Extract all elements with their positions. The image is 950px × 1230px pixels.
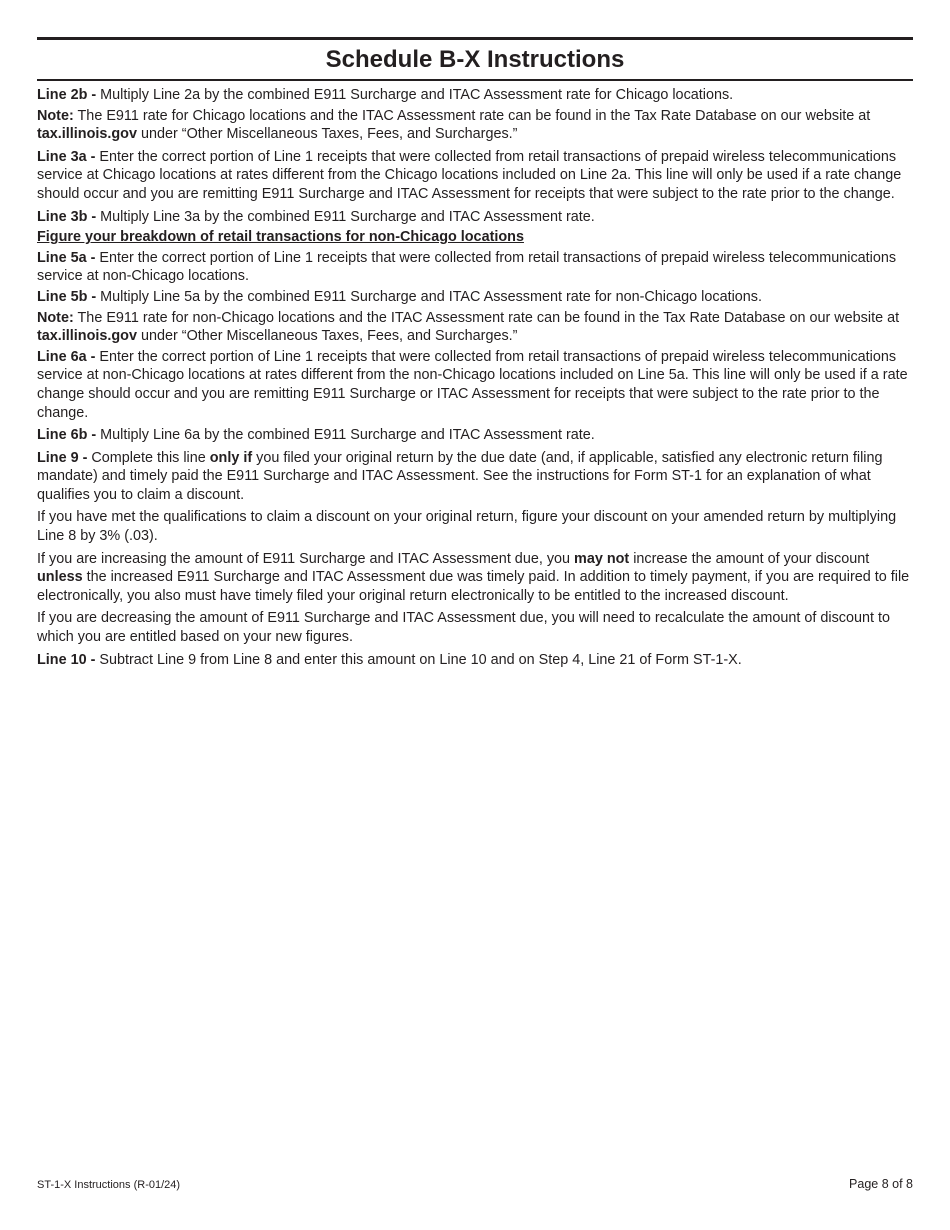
instructions-body	[37, 86, 913, 669]
note-label: Note:	[37, 107, 74, 124]
line-3a-paragraph: Line 3a - Enter the correct portion of Line 1 receipts that were collected from retail transactions of prepaid wireless telecommunications service at Chicago locations at rates different from the Chicago locations included on Line 2a. This line will only be used if a rate change should occur and you are remitting E911 Surcharge and ITAC Assessment for receipts that were subject to the rate prior to the change.	[37, 148, 902, 202]
line-label: Line 6b -	[37, 427, 97, 444]
line-label: Line 3a -	[37, 148, 96, 165]
website-link[interactable]: tax.illinois.gov	[37, 126, 137, 143]
title-rule	[37, 79, 913, 81]
line-2b-paragraph: Line 2b - Multiply Line 2a by the combined E911 Surcharge and ITAC Assessment rate for Chicago locations.	[37, 87, 734, 103]
line-label: Line 6a -	[37, 348, 96, 365]
discount-paragraph: If you have met the qualifications to claim a discount on your original return, figure your discount on your amended return by multiplying Line 8 by 3% (.03).	[37, 509, 897, 545]
increase-paragraph: If you are increasing the amount of E911 Surcharge and ITAC Assessment due, you may not increase the amount of your discount unless the increased E911 Surcharge and ITAC Assessment due was timely paid. In addition to timely payment, if you are required to file electronically, you also must have timely filed your original return electronically to be entitled to the increased discount.	[37, 550, 910, 604]
line-10-paragraph: Line 10 - Subtract Line 9 from Line 8 and enter this amount on Line 10 and on Step 4, Line 21 of Form ST-1-X.	[37, 651, 742, 668]
note-non-chicago-paragraph: Note: The E911 rate for non-Chicago locations and the ITAC Assessment rate can be found in the Tax Rate Database on our website at tax.illinois.gov under “Other Miscellaneous Taxes, Fees, and Surcharges.”	[37, 309, 900, 345]
line-6b-paragraph: Line 6b - Multiply Line 6a by the combined E911 Surcharge and ITAC Assessment rate.	[37, 427, 595, 444]
line-5a-paragraph: Line 5a - Enter the correct portion of Line 1 receipts that were collected from retail transactions of prepaid wireless telecommunications service at non-Chicago locations.	[37, 249, 897, 285]
page-title: Schedule B-X Instructions	[325, 46, 625, 73]
note-chicago-paragraph: Note: The E911 rate for Chicago locations and the ITAC Assessment rate can be found in the Tax Rate Database on our website at tax.illinois.gov under “Other Miscellaneous Taxes, Fees, and Surcharges.”	[37, 107, 871, 143]
page	[37, 37, 913, 673]
line-label: Line 9 -	[37, 449, 88, 466]
line-label: Line 10 -	[37, 651, 96, 668]
line-6a-paragraph: Line 6a - Enter the correct portion of Line 1 receipts that were collected from retail transactions of prepaid wireless telecommunications service at non-Chicago locations at rates different from the non-Chicago locations included on Line 5a. This line will only be used if a rate change should occur and you are remitting E911 Surcharge or ITAC Assessment for receipts that were subject to the rate prior to the change.	[37, 348, 908, 421]
website-link[interactable]: tax.illinois.gov	[37, 328, 137, 345]
decrease-paragraph: If you are decreasing the amount of E911 Surcharge and ITAC Assessment due, you will need to recalculate the amount of discount to which you are entitled based on your new figures.	[37, 610, 891, 646]
note-label: Note:	[37, 309, 74, 326]
section-subheading: Figure your breakdown of retail transactions for non-Chicago locations	[37, 229, 524, 246]
line-9-paragraph: Line 9 - Complete this line only if you filed your original return by the due date (and, if applicable, satisfied any electronic return filing mandate) and timely paid the E911 Surcharge and ITAC Assessment. See the instructions for Form ST-1 for an explanation of what qualifies you to claim a discount.	[37, 449, 883, 503]
line-label: Line 2b -	[37, 87, 97, 103]
form-identifier: ST-1-X Instructions (R-01/24)	[37, 1179, 181, 1191]
line-3b-paragraph: Line 3b - Multiply Line 3a by the combined E911 Surcharge and ITAC Assessment rate.	[37, 208, 595, 225]
page-number: Page 8 of 8	[849, 1177, 913, 1191]
line-5b-paragraph: Line 5b - Multiply Line 5a by the combined E911 Surcharge and ITAC Assessment rate for non-Chicago locations.	[37, 288, 762, 305]
line-label: Line 3b -	[37, 208, 97, 225]
line-label: Line 5b -	[37, 288, 97, 305]
line-label: Line 5a -	[37, 249, 96, 266]
